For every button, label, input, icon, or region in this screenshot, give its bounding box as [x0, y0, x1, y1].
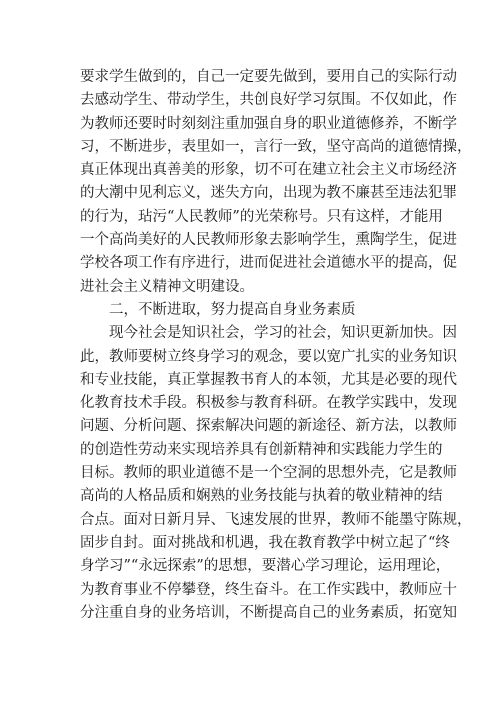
- text-line: 固步自封。面对挑战和机遇，我在教育教学中树立起了“终: [80, 534, 450, 551]
- text-line: 的大潮中见利忘义，迷失方向，出现为教不廉甚至违法犯罪: [80, 185, 457, 202]
- text-line: 进社会主义精神文明建设。: [80, 278, 254, 295]
- text-line: 化教育技术手段。积极参与教育科研。在教学实践中，发现: [80, 395, 457, 412]
- text-line: 一个高尚美好的人民教师形象去影响学生，熏陶学生，促进: [80, 232, 457, 249]
- text-line: 和专业技能，真正掌握教书育人的本领，尤其是必要的现代: [80, 371, 457, 388]
- text-line: 为教育事业不停攀登，终生奋斗。在工作实践中，教师应十: [80, 581, 457, 598]
- text-line: 为教师还要时时刻刻注重加强自身的职业道德修养，不断学: [80, 115, 457, 132]
- text-line: 分注重自身的业务培训，不断提高自己的业务素质，拓宽知: [80, 604, 457, 621]
- text-line: 高尚的人格品质和娴熟的业务技能与执着的敬业精神的结: [80, 488, 443, 505]
- text-line: 的行为，玷污“人民教师”的光荣称号。只有这样，才能用: [80, 208, 443, 225]
- text-line: 身学习”“永远探索”的思想，要潜心学习理论，运用理论，: [80, 558, 451, 575]
- text-line: 现今社会是知识社会，学习的社会，知识更新加快。因: [80, 325, 457, 342]
- text-line: 要求学生做到的，自己一定要先做到，要用自己的实际行动: [80, 69, 457, 85]
- text-line: 此，教师要树立终身学习的观念，要以宽广扎实的业务知识: [80, 348, 457, 365]
- text-line: 合点。面对日新月异、飞速发展的世界，教师不能墨守陈规，: [80, 511, 472, 528]
- text-line: 真正体现出真善美的形象，切不可在建立社会主义市场经济: [80, 162, 457, 179]
- text-line: 习，不断进步，表里如一，言行一致，坚守高尚的道德情操，: [80, 138, 472, 155]
- section-heading: 二，不断进取，努力提高自身业务素质: [80, 301, 356, 318]
- text-line: 目标。教师的职业道德不是一个空洞的思想外壳，它是教师: [80, 465, 457, 482]
- text-line: 去感动学生、带动学生，共创良好学习氛围。不仅如此，作: [80, 92, 457, 109]
- text-line: 学校各项工作有序进行，进而促进社会道德水平的提高，促: [80, 255, 457, 272]
- text-line: 问题、分析问题、探索解决问题的新途径、新方法，以教师: [80, 418, 457, 435]
- text-line: 的创造性劳动来实现培养具有创新精神和实践能力学生的: [80, 441, 443, 458]
- document-body: [80, 66, 472, 625]
